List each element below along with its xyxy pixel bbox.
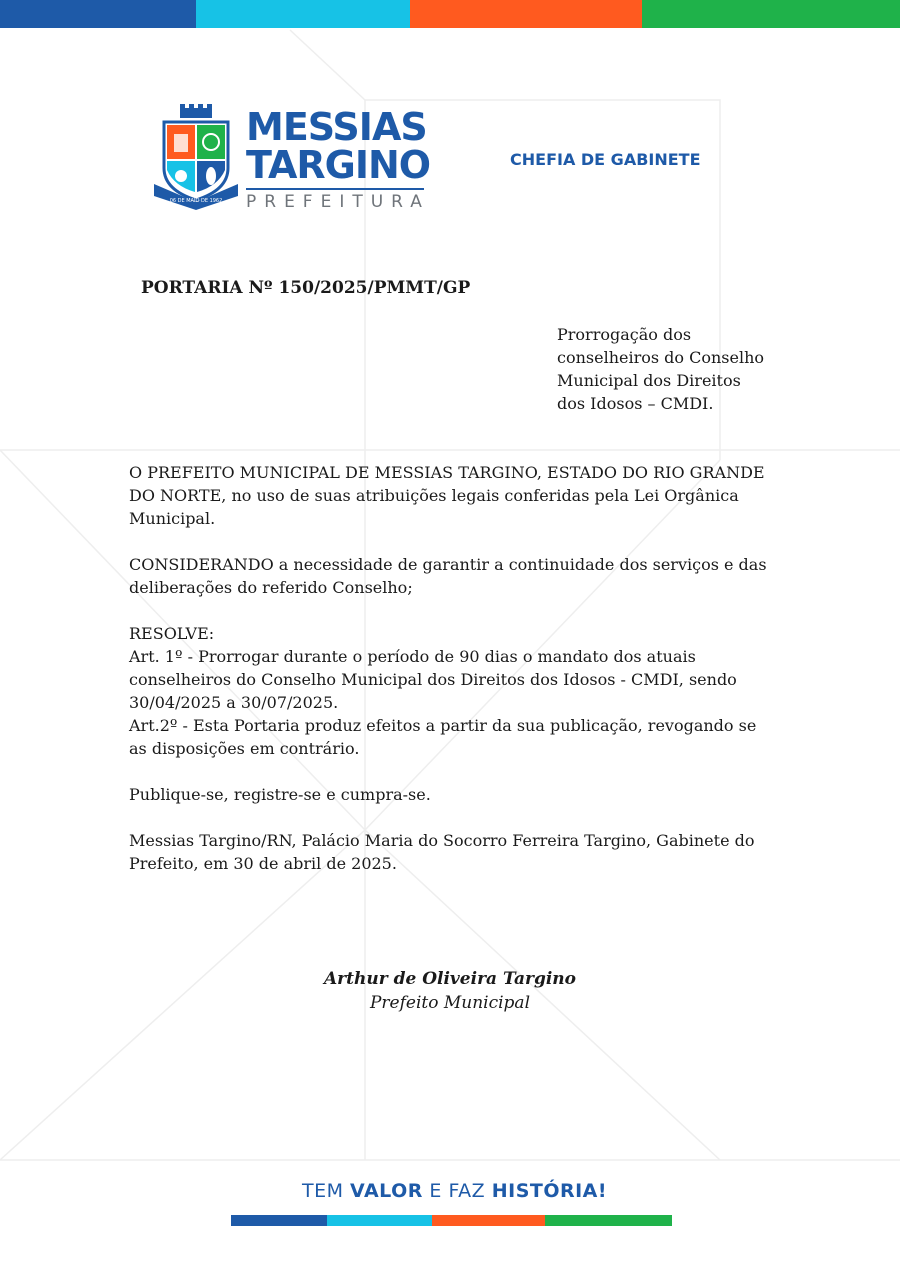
slogan-part-bold: HISTÓRIA!: [491, 1180, 608, 1202]
footer-color-stripe: [231, 1215, 672, 1226]
footer-slogan: [302, 1180, 607, 1202]
portaria-title: PORTARIA Nº 150/2025/PMMT/GP: [141, 278, 471, 298]
place-date-paragraph: Messias Targino/RN, Palácio Maria do Socorro Ferreira Targino, Gabinete do Prefeito, em 30 de abril de 2025.: [129, 831, 755, 873]
publique-paragraph: Publique-se, registre-se e cumpra-se.: [129, 785, 431, 804]
ementa-line: Prorrogação dos: [557, 325, 692, 344]
slogan-part-bold: VALOR: [350, 1180, 423, 1202]
resolve-label: RESOLVE:: [129, 624, 215, 643]
ementa-line: conselheiros do Conselho: [557, 348, 765, 367]
slogan-part: E FAZ: [422, 1180, 492, 1202]
preamble-paragraph: O PREFEITO MUNICIPAL DE MESSIAS TARGINO, ESTADO DO RIO GRANDE DO NORTE, no uso de suas atribuições legais conferidas pela Lei Orgânica Municipal.: [129, 463, 765, 528]
crown-icon: [180, 104, 212, 118]
document-body: [129, 461, 779, 898]
considerando-paragraph: CONSIDERANDO a necessidade de garantir a continuidade dos serviços e das deliberações do referido Conselho;: [129, 555, 767, 597]
stripe-orange: [432, 1215, 545, 1226]
article-1: Art. 1º - Prorrogar durante o período de 90 dias o mandato dos atuais conselheiros do Conselho Municipal dos Direitos dos Idosos - CMDI, sendo 30/04/2025 a 30/07/2025.: [129, 647, 737, 712]
municipal-crest-logo: [154, 104, 238, 210]
logo-messias: MESSIAS: [246, 105, 427, 149]
logo-prefeitura: PREFEITURA: [246, 192, 430, 212]
ementa: [557, 323, 787, 415]
logo-divider: [246, 188, 424, 190]
municipality-logo-text: [246, 105, 431, 212]
department-name: CHEFIA DE GABINETE: [510, 150, 701, 169]
ementa-line: Municipal dos Direitos: [557, 371, 741, 390]
logo-targino: TARGINO: [246, 143, 431, 187]
signatory-name: Arthur de Oliveira Targino: [323, 969, 577, 989]
signatory-role: Prefeito Municipal: [369, 993, 531, 1013]
crest-motto: 06 DE MAIO DE 1962: [169, 198, 223, 204]
ementa-line: dos Idosos – CMDI.: [557, 394, 714, 413]
signature-block: [300, 967, 600, 1015]
article-2: Art.2º - Esta Portaria produz efeitos a partir da sua publicação, revogando se as disposições em contrário.: [129, 716, 757, 758]
stripe-cyan: [327, 1215, 432, 1226]
stripe-blue: [231, 1215, 327, 1226]
stripe-green: [545, 1215, 672, 1226]
slogan-part: TEM: [302, 1180, 351, 1202]
